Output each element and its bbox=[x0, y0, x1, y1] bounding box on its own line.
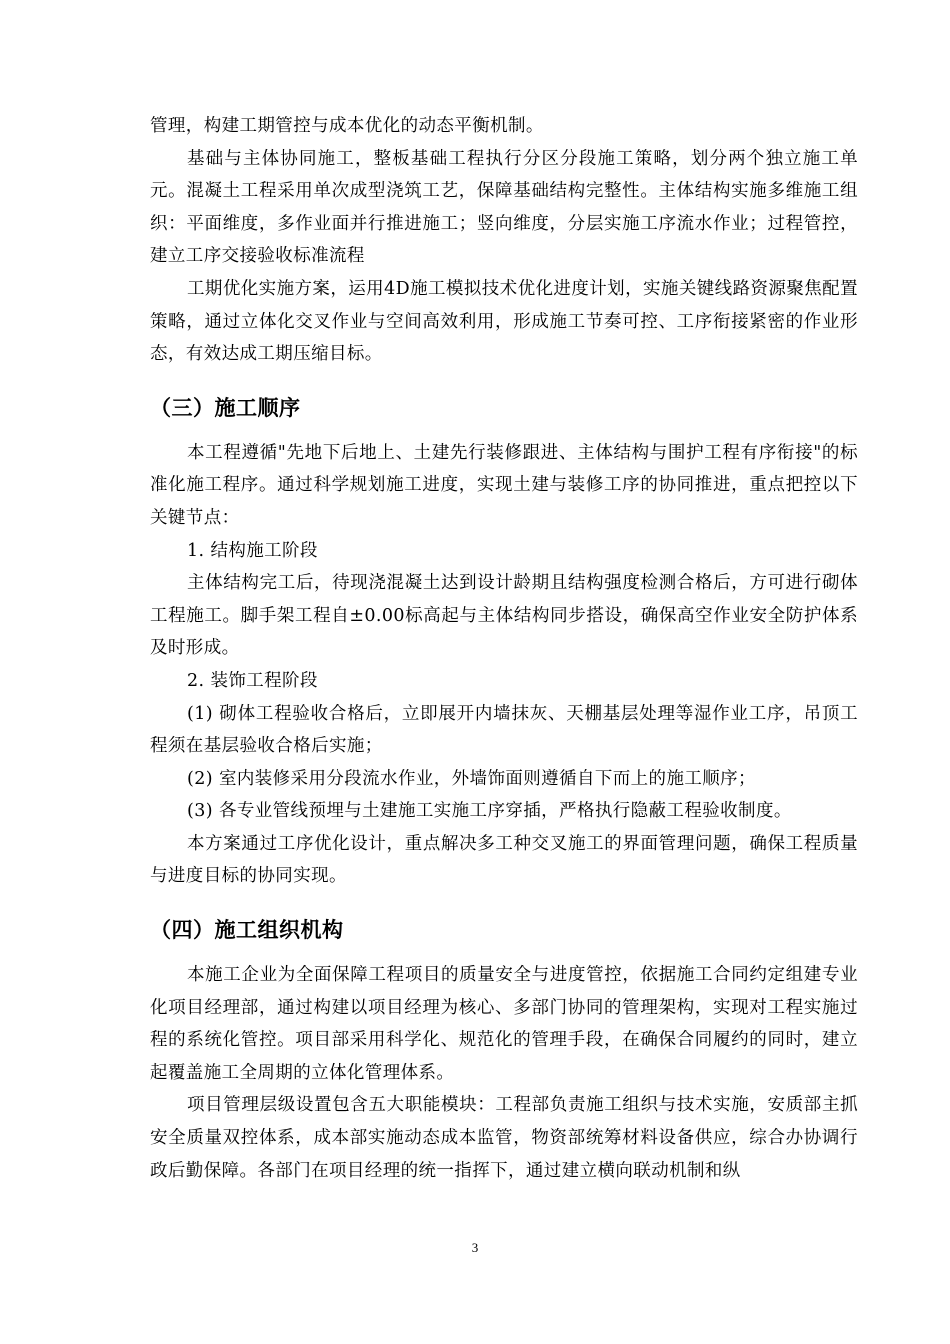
list-item-structure-stage: 1. 结构施工阶段 bbox=[187, 540, 318, 561]
paragraph-foundation-construction: 基础与主体协同施工，整板基础工程执行分区分段施工策略，划分两个独立施工单元。混凝土工程采用单次成型浇筑工艺，保障基础结构完整性。主体结构实施多维施工组织：平面维度，多作业面并行推进施工；竖向维度，分层实施工序流水作业；过程管控，建立工序交接验收标准流程 bbox=[150, 148, 858, 267]
list-item-decoration-stage: 2. 装饰工程阶段 bbox=[187, 670, 318, 691]
paragraph-management-modules: 项目管理层级设置包含五大职能模块：工程部负责施工组织与技术实施，安质部主抓安全质量双控体系，成本部实施动态成本监管，物资部统筹材料设备供应，综合办协调行政后勤保障。各部门在项目经理的统一指挥下，通过建立横向联动机制和纵 bbox=[150, 1095, 858, 1181]
paragraph-schedule-optimization: 工期优化实施方案，运用4D施工模拟技术优化进度计划，实施关键线路资源聚焦配置策略，通过立体化交叉作业与空间高效利用，形成施工节奏可控、工序衔接紧密的作业形态，有效达成工期压缩目标。 bbox=[150, 278, 858, 365]
list-item-decoration-2: (2) 室内装修采用分段流水作业，外墙饰面则遵循自下而上的施工顺序； bbox=[187, 768, 756, 789]
paragraph-organization-intro: 本施工企业为全面保障工程项目的质量安全与进度管控，依据施工合同约定组建专业化项目经理部，通过构建以项目经理为核心、多部门协同的管理架构，实现对工程实施过程的系统化管控。项目部采用科学化、规范化的管理手段，在确保合同履约的同时，建立起覆盖施工全周期的立体化管理体系。 bbox=[150, 965, 858, 1083]
paragraph-continued: 管理，构建工期管控与成本优化的动态平衡机制。 bbox=[150, 116, 544, 136]
paragraph-structure-stage: 主体结构完工后，待现浇混凝土达到设计龄期且结构强度检测合格后，方可进行砌体工程施工。脚手架工程自±0.00标高起与主体结构同步搭设，确保高空作业安全防护体系及时形成。 bbox=[150, 573, 858, 659]
page-body bbox=[150, 110, 858, 1187]
page-number: 3 bbox=[471, 1240, 479, 1255]
section-heading-construction-sequence: （三）施工顺序 bbox=[150, 395, 301, 420]
list-item-decoration-1: (1) 砌体工程验收合格后，立即展开内墙抹灰、天棚基层处理等湿作业工序，吊顶工程须在基层验收合格后实施； bbox=[150, 703, 858, 757]
list-item-decoration-3: (3) 各专业管线预埋与土建施工实施工序穿插，严格执行隐蔽工程验收制度。 bbox=[187, 801, 792, 822]
paragraph-sequence-summary: 本方案通过工序优化设计，重点解决多工种交叉施工的界面管理问题，确保工程质量与进度目标的协同实现。 bbox=[150, 833, 858, 887]
section-heading-organization: （四）施工组织机构 bbox=[150, 918, 344, 943]
paragraph-sequence-intro: 本工程遵循"先地下后地上、土建先行装修跟进、主体结构与围护工程有序衔接"的标准化施工程序。通过科学规划施工进度，实现土建与装修工序的协同推进，重点把控以下关键节点： bbox=[150, 442, 858, 528]
